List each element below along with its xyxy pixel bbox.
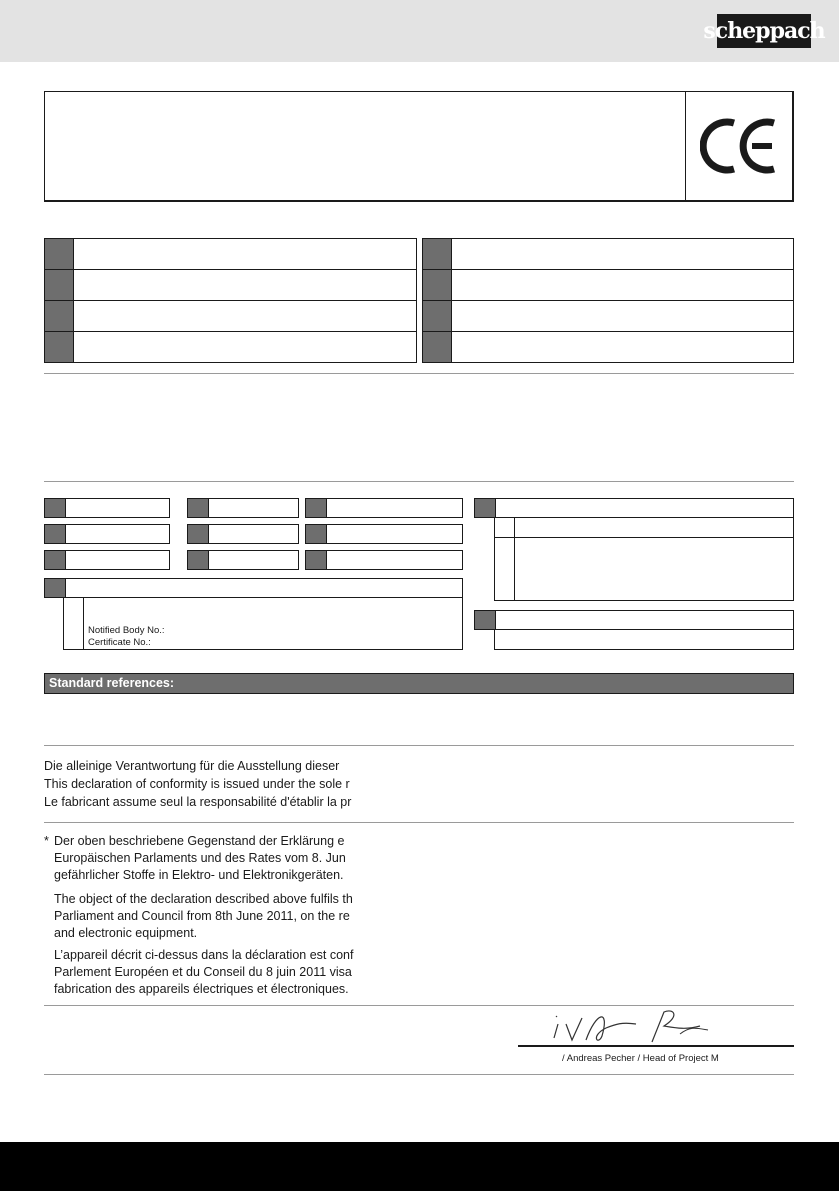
rohs-fr-line: fabrication des appareils électriques et électroniques. [54,982,349,996]
standard-references-header: Standard references: [44,673,794,694]
rohs-de-line: gefährlicher Stoffe in Elektro- und Elektronikgeräten. [54,868,344,882]
directive-subrow [494,518,794,538]
rohs-fr-line: L’appareil décrit ci-dessus dans la déclaration est conf [54,948,354,962]
product-field-row [44,300,417,332]
directive-subrow-divider [514,518,515,601]
product-field-row [44,331,417,363]
footer-band [0,1142,839,1191]
notified-body-label: Notified Body No.: [88,625,165,636]
divider [44,373,794,374]
directive-box [187,550,299,570]
directive-box [474,498,794,518]
rohs-de-line: Europäischen Parlaments und des Rates vom 8. Jun [54,851,346,865]
rohs-en-line: The object of the declaration described above fulfils th [54,892,353,906]
directive-box [305,550,463,570]
product-field-row [44,269,417,301]
divider [44,822,794,823]
directive-subrow [494,630,794,650]
directive-box [187,524,299,544]
directive-box [305,524,463,544]
rohs-fr-line: Parlement Européen et du Conseil du 8 juin 2011 visa [54,965,352,979]
divider [44,745,794,746]
directive-box [44,578,463,598]
directive-box [44,498,170,518]
product-field-row [422,300,794,332]
signature-icon [540,1006,720,1046]
directive-box [44,524,170,544]
signature-line [518,1045,794,1047]
ce-divider [685,92,686,201]
directive-box [187,498,299,518]
product-field-row [422,238,794,270]
divider [44,1074,794,1075]
notified-body-divider [83,598,84,650]
directive-box [474,610,794,630]
responsibility-fr: Le fabricant assume seul la responsabilité d'établir la pr [44,795,352,809]
directive-subrow [494,538,794,601]
directive-box [305,498,463,518]
declaration-title-box [44,91,794,202]
rohs-asterisk: * [44,834,49,848]
responsibility-de: Die alleinige Verantwortung für die Ausstellung dieser [44,759,340,773]
scheppach-logo: scheppach [717,14,811,48]
directive-box [44,550,170,570]
rohs-en-line: Parliament and Council from 8th June 2011, on the re [54,909,350,923]
ce-mark-icon [700,115,780,177]
rohs-en-line: and electronic equipment. [54,926,198,940]
responsibility-en: This declaration of conformity is issued under the sole r [44,777,350,791]
divider [44,481,794,482]
product-field-row [44,238,417,270]
certificate-label: Certificate No.: [88,637,151,648]
rohs-de-line: Der oben beschriebene Gegenstand der Erklärung e [54,834,345,848]
product-field-row [422,269,794,301]
signature-caption: / Andreas Pecher / Head of Project M [562,1053,719,1064]
product-field-row [422,331,794,363]
